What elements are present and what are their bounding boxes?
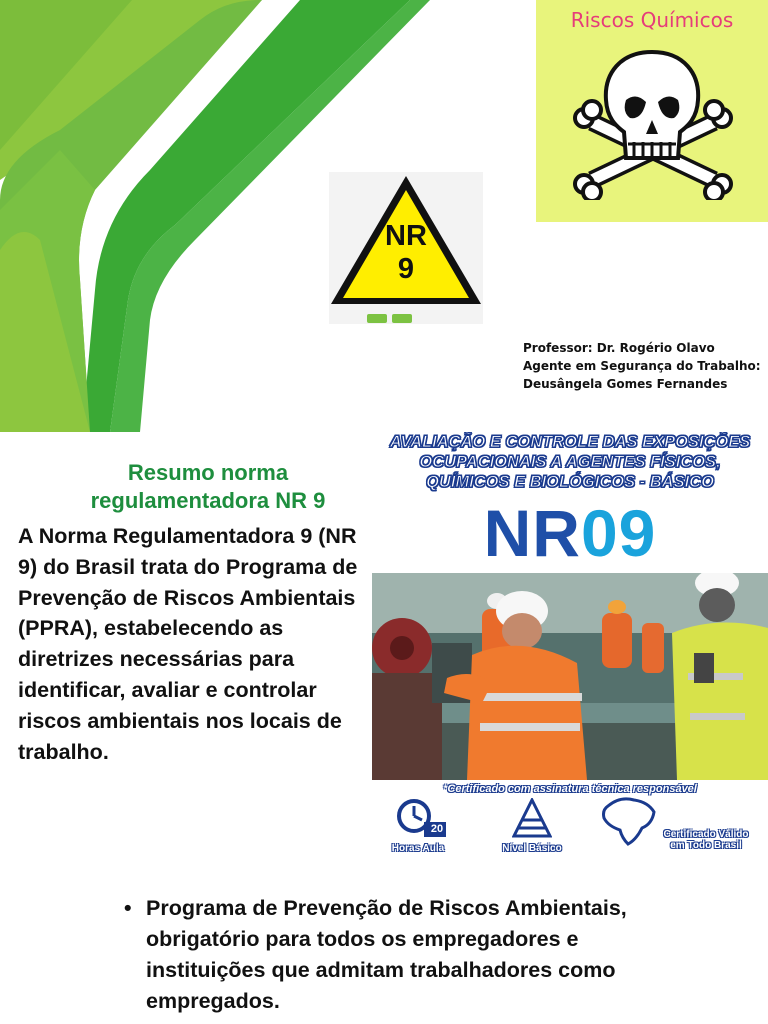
skull-crossbones-icon bbox=[570, 40, 734, 200]
risk-title: Riscos Químicos bbox=[570, 8, 734, 32]
poster-nr-title bbox=[372, 496, 768, 570]
resumo-title bbox=[50, 459, 366, 515]
poster-heading-line3: QUÍMICOS E BIOLÓGICOS - BÁSICO bbox=[426, 473, 714, 491]
chemical-risk-card bbox=[536, 0, 768, 222]
poster-heading-line2: OCUPACIONAIS A AGENTES FÍSICOS, bbox=[419, 453, 721, 471]
level-label: Nível Básico bbox=[502, 843, 562, 854]
warning-triangle-icon bbox=[329, 172, 483, 324]
agent-line: Agente em Segurança do Trabalho: bbox=[523, 359, 761, 373]
sign-line1: NR bbox=[385, 220, 427, 252]
author-info bbox=[523, 339, 761, 393]
poster-heading bbox=[372, 432, 768, 492]
hours-label: Horas Aula bbox=[391, 843, 445, 854]
sign-line2: 9 bbox=[397, 253, 415, 285]
hours-value: 20 bbox=[430, 823, 444, 835]
bullet-marker: • bbox=[124, 896, 132, 920]
certificate-note: *Certificado com assinatura técnica responsável bbox=[443, 783, 697, 795]
resumo-title-line1: Resumo norma bbox=[127, 460, 289, 485]
bullet-item: Programa de Prevenção de Riscos Ambientais, obrigatório para todos os empregadores e instituições que admitam trabalhadores como empregados. bbox=[146, 896, 627, 1013]
poster-nr-number: 09 bbox=[580, 496, 657, 570]
valid-line1: Certificado Válido bbox=[663, 829, 749, 840]
pyramid-icon bbox=[512, 798, 552, 838]
resumo-paragraph: A Norma Regulamentadora 9 (NR 9) do Brasil trata do Programa de Prevenção de Riscos Ambientais (PPRA), estabelecendo as diretrizes necessárias para identificar, avaliar e controlar riscos ambientais nos locais de trabalho. bbox=[18, 524, 358, 764]
course-poster bbox=[372, 432, 768, 860]
agent-name-line: Deusângela Gomes Fernandes bbox=[523, 377, 728, 391]
workers-photo bbox=[372, 573, 768, 780]
bullet-list bbox=[124, 893, 664, 1017]
valid-line2: em Todo Brasil bbox=[670, 840, 742, 851]
poster-nr-label: NR bbox=[483, 496, 581, 570]
professor-line: Professor: Dr. Rogério Olavo bbox=[523, 341, 715, 355]
nr9-sign-card bbox=[329, 172, 483, 324]
resumo-title-line2: regulamentadora NR 9 bbox=[90, 488, 326, 513]
poster-heading-line1: AVALIAÇÃO E CONTROLE DAS EXPOSIÇÕES bbox=[389, 433, 751, 451]
